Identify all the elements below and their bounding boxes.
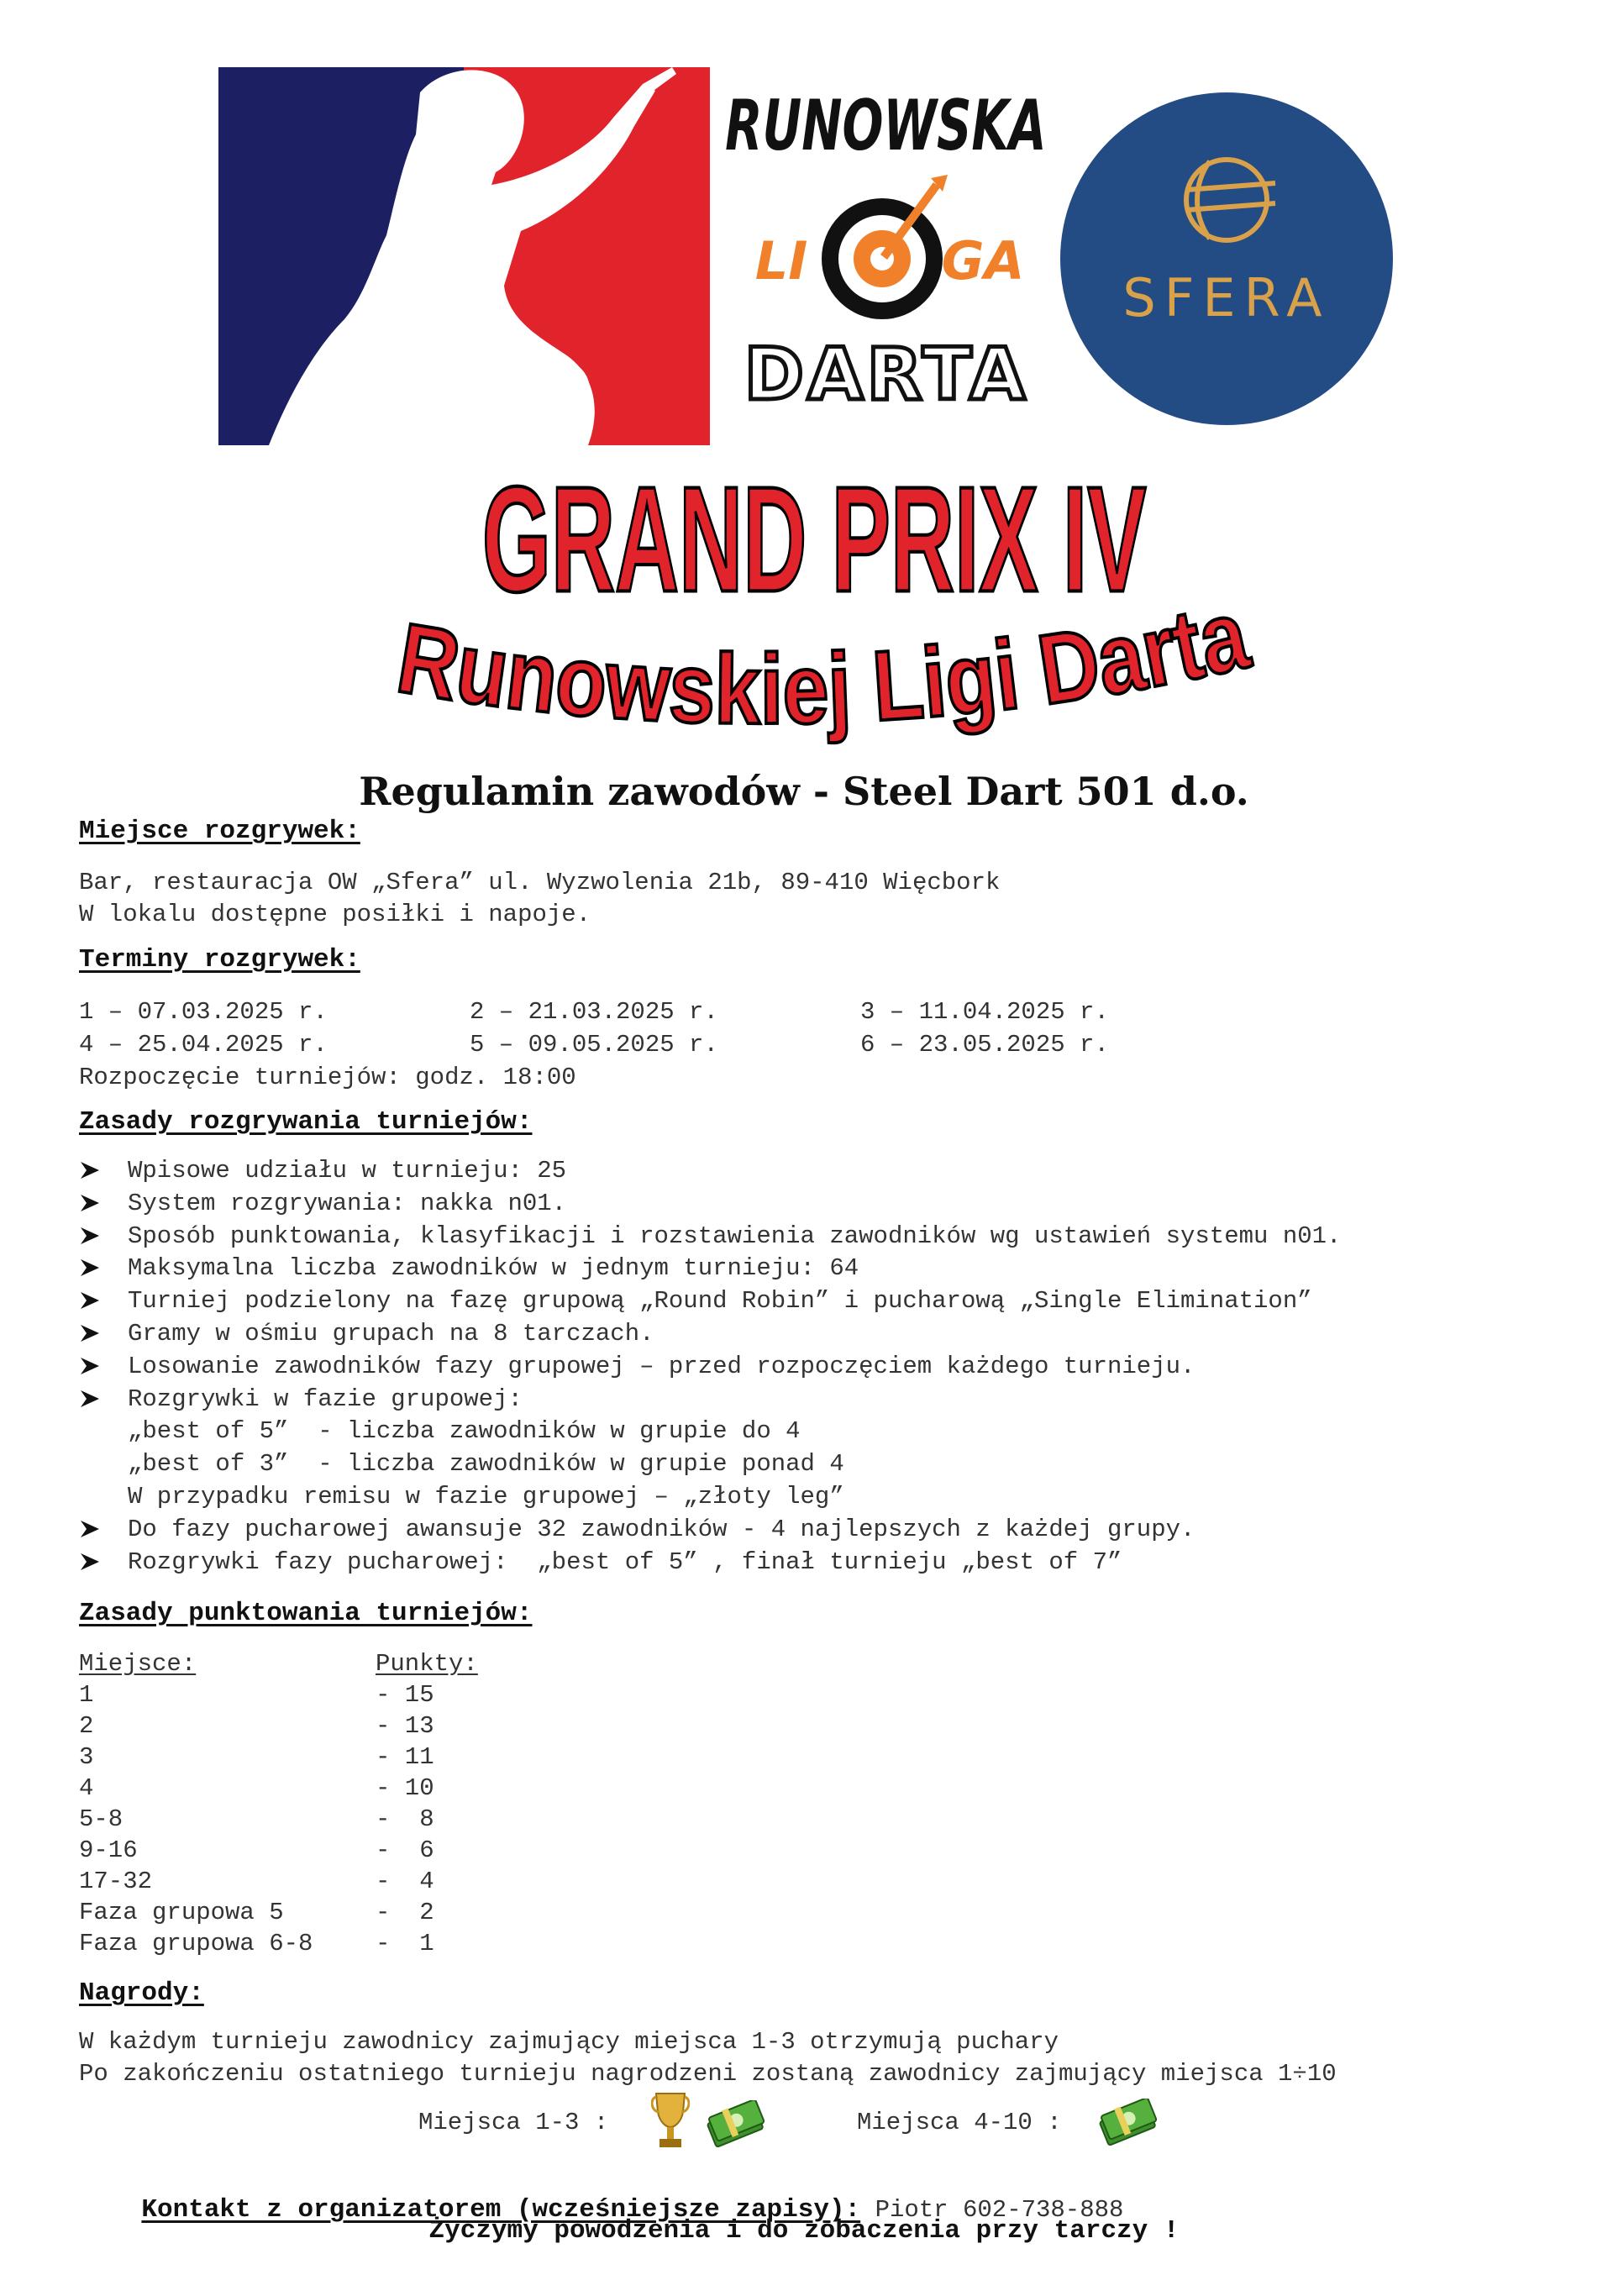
trophy-icon <box>651 2090 690 2151</box>
date-item: 4 – 25.04.2025 r. <box>79 1031 328 1059</box>
money-icon <box>1096 2099 1157 2146</box>
venue-info: W lokalu dostępne posiłki i napoje. <box>79 901 591 928</box>
liga-right-text: GA <box>941 230 1025 292</box>
date-item: 3 – 11.04.2025 r. <box>860 998 1109 1026</box>
closing-wish: Życzymy powodzenia i do zobaczenia przy tarczy ! <box>428 2216 1180 2246</box>
prize-4-10-label: Miejsca 4-10 : <box>857 2109 1062 2136</box>
table-row: 1 - 15 <box>79 1681 434 1709</box>
list-item: Turniej podzielony na fazę grupową „Round Robin” i pucharową „Single Elimination” <box>79 1285 1341 1318</box>
points-table-header <box>79 1648 478 1679</box>
arrow-bullet-icon <box>79 1552 101 1572</box>
start-time: Rozpoczęcie turniejów: godz. 18:00 <box>79 1064 576 1091</box>
arrow-bullet-icon <box>79 1290 101 1311</box>
arrow-bullet-icon <box>79 1193 101 1213</box>
venue-address: Bar, restauracja OW „Sfera” ul. Wyzwolenia 21b, 89-410 Więcbork <box>79 869 1001 896</box>
grand-prix-text: GRAND PRIX IV <box>481 460 1147 612</box>
table-row: Faza grupowa 6-8 - 1 <box>79 1930 434 1957</box>
arrow-bullet-icon <box>79 1226 101 1246</box>
points-column-header: Punkty: <box>376 1650 478 1678</box>
contact-value: Piotr 602-738-888 <box>860 2196 1124 2224</box>
list-item: Wpisowe udziału w turnieju: 25 <box>79 1155 1341 1188</box>
prizes-line: Po zakończeniu ostatniego turnieju nagrodzeni zostaną zawodnicy zajmujący miejsca 1÷10 <box>79 2060 1337 2088</box>
arrow-bullet-icon <box>79 1389 101 1409</box>
list-item: Rozgrywki w fazie grupowej: <box>79 1384 1341 1416</box>
points-header: Zasady punktowania turniejów: <box>79 1599 533 1628</box>
list-item: Sposób punktowania, klasyfikacji i rozstawienia zawodników wg ustawień systemu n01. <box>79 1221 1341 1253</box>
league-subtitle <box>370 588 1277 764</box>
dartboard-icon <box>830 175 948 311</box>
points-table <box>79 1648 478 1959</box>
money-icon <box>704 2100 765 2147</box>
table-row: 9-16 - 6 <box>79 1836 434 1864</box>
prizes-line: W każdym turnieju zawodnicy zajmujący miejsca 1-3 otrzymują puchary <box>79 2028 1059 2056</box>
table-row: Faza grupowa 5 - 2 <box>79 1899 434 1926</box>
list-item: Maksymalna liczba zawodników w jednym turnieju: 64 <box>79 1253 1341 1285</box>
rules-header: Zasady rozgrywania turniejów: <box>79 1107 533 1137</box>
darta-text: DARTA <box>744 333 1029 417</box>
list-item: Gramy w ośmiu grupach na 8 tarczach. <box>79 1318 1341 1351</box>
list-subitem: W przypadku remisu w fazie grupowej – „złoty leg” <box>128 1482 844 1511</box>
arrow-bullet-icon <box>79 1323 101 1343</box>
table-row: 5-8 - 8 <box>79 1805 434 1833</box>
liga-left-text: LI <box>754 230 808 292</box>
list-item: System rozgrywania: nakka n01. <box>79 1188 1341 1221</box>
dates-header: Terminy rozgrywek: <box>79 945 360 975</box>
arrow-bullet-icon <box>79 1258 101 1278</box>
table-row: 17-32 - 4 <box>79 1868 434 1895</box>
list-subitem: „best of 3” - liczba zawodników w grupie ponad 4 <box>128 1450 844 1479</box>
subtitle-text: Runowskiej Ligi Darta <box>390 588 1267 746</box>
arrow-bullet-icon <box>79 1519 101 1539</box>
date-item: 6 – 23.05.2025 r. <box>860 1031 1109 1059</box>
list-item: Rozgrywki fazy pucharowej: „best of 5” , finał turnieju „best of 7” <box>79 1547 1341 1579</box>
prize-top3-label: Miejsca 1-3 : <box>418 2109 609 2136</box>
regulamin-title: Regulamin zawodów - Steel Dart 501 d.o. <box>359 769 1249 814</box>
venue-header: Miejsce rozgrywek: <box>79 817 360 846</box>
list-subitem: „best of 5” - liczba zawodników w grupie do 4 <box>128 1417 801 1446</box>
date-item: 2 – 21.03.2025 r. <box>470 998 718 1026</box>
list-item: Losowanie zawodników fazy grupowej – przed rozpoczęciem każdego turnieju. <box>79 1351 1341 1384</box>
arrow-bullet-icon <box>79 1160 101 1180</box>
sfera-text: SFERA <box>1122 267 1331 328</box>
sfera-logo <box>1059 91 1395 427</box>
table-row: 2 - 13 <box>79 1712 434 1740</box>
rules-list <box>79 1155 1341 1579</box>
prizes-header: Nagrody: <box>79 1978 204 2008</box>
date-item: 1 – 07.03.2025 r. <box>79 998 328 1026</box>
list-item: Do fazy pucharowej awansuje 32 zawodników - 4 najlepszych z każdej grupy. <box>79 1514 1341 1547</box>
arrow-bullet-icon <box>79 1356 101 1376</box>
date-item: 5 – 09.05.2025 r. <box>470 1031 718 1059</box>
place-column-header: Miejsce: <box>79 1650 197 1678</box>
contact-label: Kontakt z organizatorem (wcześniejsze zapisy): <box>141 2195 861 2225</box>
runowska-text: RUNOWSKA <box>725 85 1047 166</box>
darter-logo <box>218 67 710 445</box>
runowska-liga-logo <box>723 84 1050 420</box>
table-row: 3 - 11 <box>79 1743 434 1771</box>
table-row: 4 - 10 <box>79 1774 434 1802</box>
